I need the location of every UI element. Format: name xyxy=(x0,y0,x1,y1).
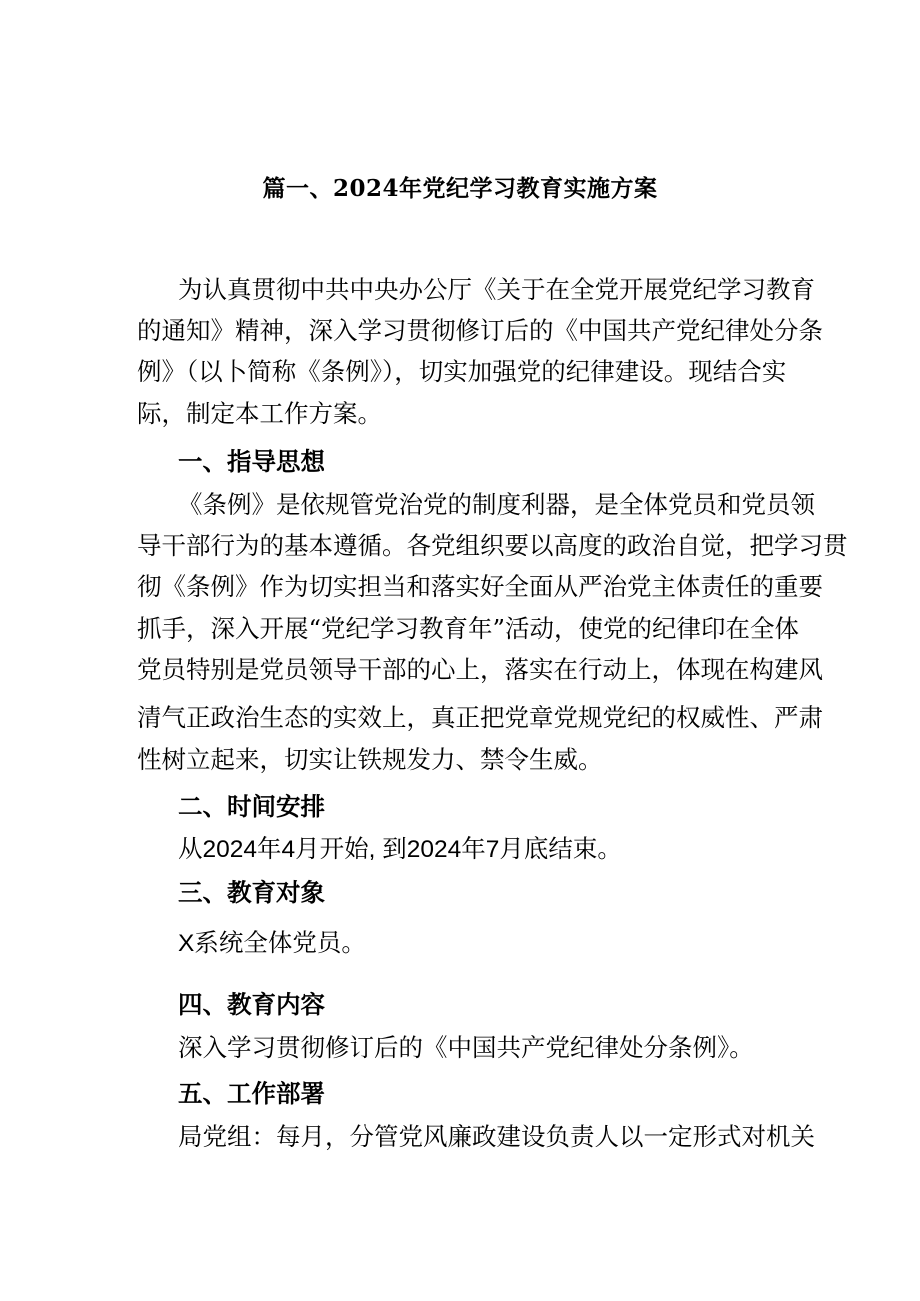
schedule-text: 从2024年4月开始, 到2024年7月底结束。 xyxy=(178,836,622,863)
document-title: 篇一、2024年党纪学习教育实施方案 xyxy=(262,175,658,202)
section-heading-education-content: 四、教育内容 xyxy=(178,990,325,1019)
intro-line: 的通知》精神，深入学习贯彻修订后的《中国共产党纪律处分条 xyxy=(137,316,823,345)
section-heading-schedule: 二、时间安排 xyxy=(178,792,325,821)
section-heading-guiding-ideology: 一、指导思想 xyxy=(178,447,325,476)
section-text-line: 导干部行为的基本遵循。各党组织要以高度的政治自觉，把学习贯 xyxy=(137,531,848,560)
section-text-line: 彻《条例》作为切实担当和落实好全面从严治党主体责任的重要 xyxy=(137,572,823,601)
intro-line: 际，制定本工作方案。 xyxy=(137,399,382,428)
section-text-line: 性树立起来，切实让铁规发力、禁令生威。 xyxy=(137,745,603,774)
section-text-line: 党员特别是党员领导干部的心上，落实在行动上，体现在构建风 xyxy=(137,655,823,684)
section-heading-target-audience: 三、教育对象 xyxy=(178,878,325,907)
section-text-line: 清气正政治生态的实效上，真正把党章党规党纪的权威性、严肃 xyxy=(137,703,823,732)
arrangement-text: 局党组：每月，分管党风廉政建设负责人以一定形式对机关 xyxy=(178,1122,815,1151)
section-heading-work-arrangement: 五、工作部署 xyxy=(178,1079,325,1108)
audience-text: X系统全体党员。 xyxy=(178,930,366,957)
intro-line: 例》（以卜简称《条例》），切实加强党的纪律建设。现结合实 xyxy=(137,357,787,386)
content-text: 深入学习贯彻修订后的《中国共产党纪律处分条例》。 xyxy=(178,1033,754,1062)
section-text-line: 抓手，深入开展“党纪学习教育年”活动，使党的纪律印在全体 xyxy=(137,614,800,643)
intro-line: 为认真贯彻中共中央办公厅《关于在全党开展党纪学习教育 xyxy=(178,275,815,304)
section-text-line: 《条例》是依规管党治党的制度利器，是全体党员和党员领 xyxy=(178,490,815,519)
